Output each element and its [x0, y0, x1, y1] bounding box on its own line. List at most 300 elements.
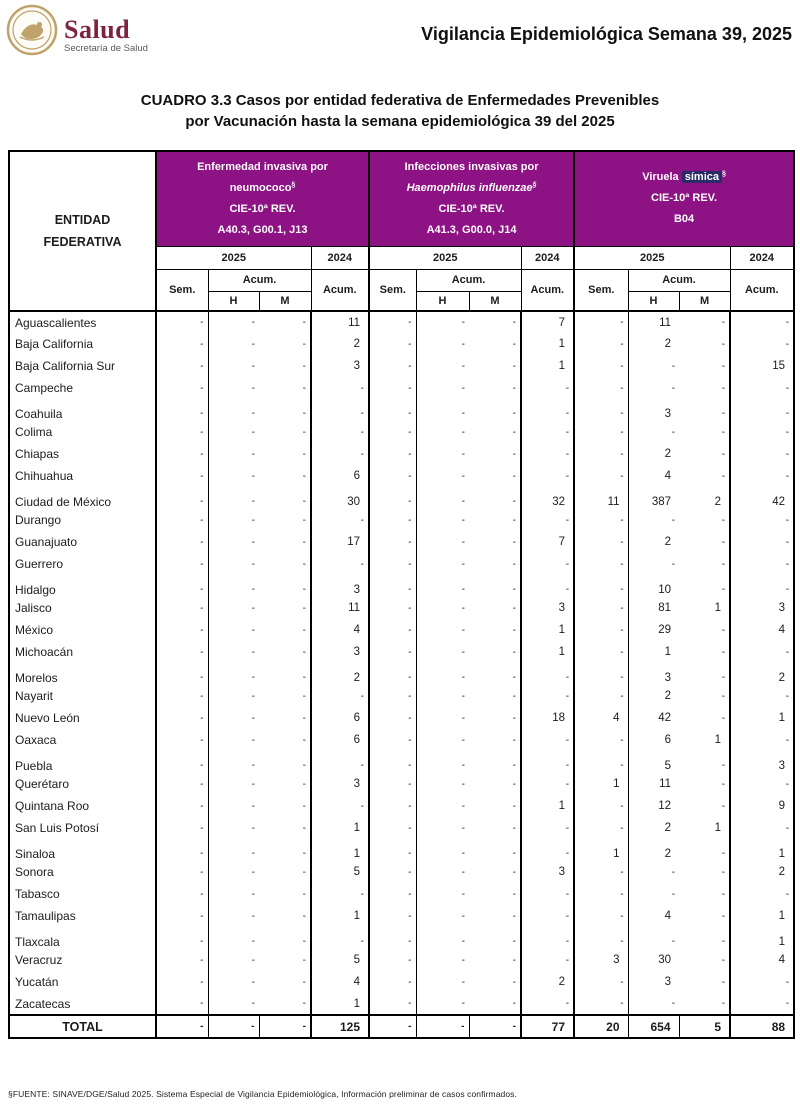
data-cell: - [461, 514, 466, 526]
data-cell: - [574, 553, 628, 575]
data-cell: - [671, 426, 676, 438]
data-cell: - [679, 993, 730, 1015]
data-cell: - [156, 509, 208, 531]
data-cell: - [156, 729, 208, 751]
data-cell: - [679, 509, 730, 531]
data-cell: - [259, 487, 311, 509]
data-cell: 81 [658, 602, 672, 614]
data-cell: - [251, 426, 255, 438]
data-cell: - [730, 971, 794, 993]
data-cell: - [469, 355, 521, 377]
entity-name: Yucatán [9, 971, 156, 993]
data-cell: - [461, 910, 466, 922]
data-cell: 2 [730, 861, 794, 883]
data-cell: - [574, 663, 628, 685]
data-cell: 2 [664, 847, 672, 860]
disease-header-line: CIE-10ª REV. [438, 202, 505, 215]
data-cell: - [521, 729, 574, 751]
table-row [9, 905, 794, 927]
table-row [9, 333, 794, 355]
data-cell: - [469, 619, 521, 641]
table-row [9, 993, 794, 1015]
data-cell: - [251, 954, 255, 966]
data-cell: - [730, 333, 794, 355]
data-cell: 3 [311, 773, 369, 795]
data-cell: - [730, 509, 794, 531]
data-cell: - [521, 377, 574, 399]
data-cell: 2 [730, 663, 794, 685]
data-cell: - [730, 883, 794, 905]
data-cell: - [251, 976, 255, 988]
year-2025-header: 2025 [574, 246, 730, 269]
data-cell: - [251, 778, 255, 790]
data-cell: - [208, 1015, 259, 1038]
sem-header: Sem. [369, 269, 416, 311]
data-cell: - [730, 817, 794, 839]
data-cell: - [469, 883, 521, 905]
data-cell: 1 [311, 993, 369, 1015]
data-cell: - [156, 971, 208, 993]
data-cell: - [259, 883, 311, 905]
data-cell: - [156, 377, 208, 399]
data-cell: - [259, 729, 311, 751]
data-cell: - [251, 584, 255, 595]
data-cell: - [469, 1015, 521, 1038]
data-cell: - [259, 355, 311, 377]
data-cell: 125 [311, 1015, 369, 1038]
data-cell: - [521, 773, 574, 795]
data-cell: - [574, 509, 628, 531]
data-cell: - [574, 399, 628, 421]
data-cell: - [671, 936, 676, 947]
data-cell: 4 [664, 910, 672, 922]
data-cell: - [679, 531, 730, 553]
data-cell: - [461, 954, 466, 966]
data-cell: - [259, 949, 311, 971]
data-cell: 1 [679, 729, 730, 751]
data-cell: - [574, 993, 628, 1015]
data-cell: - [369, 421, 416, 443]
data-cell: 20 [574, 1015, 628, 1038]
data-cell: 3 [574, 949, 628, 971]
data-cell: - [679, 927, 730, 949]
data-cell: - [521, 883, 574, 905]
h-header: H [208, 291, 259, 311]
data-cell: - [469, 817, 521, 839]
data-cell: - [369, 487, 416, 509]
data-cell: 1 [521, 355, 574, 377]
data-cell: - [574, 465, 628, 487]
data-cell: - [259, 1015, 311, 1038]
data-cell: - [461, 822, 466, 834]
table-row [9, 839, 794, 861]
data-cell: - [251, 558, 255, 570]
data-cell: - [469, 993, 521, 1015]
data-cell: - [574, 685, 628, 707]
data-cell: 42 [730, 487, 794, 509]
data-cell: 3 [664, 671, 672, 684]
entity-name: Tlaxcala [9, 927, 156, 949]
data-cell: - [679, 377, 730, 399]
data-cell: - [369, 443, 416, 465]
data-cell: - [369, 795, 416, 817]
table-row [9, 377, 794, 399]
data-cell: - [311, 509, 369, 531]
data-cell: - [156, 465, 208, 487]
data-cell: - [259, 531, 311, 553]
data-cell: - [156, 355, 208, 377]
data-cell: - [461, 584, 466, 595]
entity-name: Aguascalientes [9, 311, 156, 333]
data-cell: - [259, 685, 311, 707]
data-cell: - [574, 817, 628, 839]
data-cell: 32 [521, 487, 574, 509]
year-2024-header: 2024 [311, 246, 369, 269]
entity-name: Morelos [9, 663, 156, 685]
table-row [9, 619, 794, 641]
data-cell: - [251, 448, 255, 460]
data-cell: - [251, 470, 255, 482]
data-cell: 1 [730, 927, 794, 949]
table-row [9, 817, 794, 839]
data-cell: 1 [521, 641, 574, 663]
data-cell: - [469, 575, 521, 597]
data-cell: - [730, 685, 794, 707]
data-cell: 9 [730, 795, 794, 817]
data-cell: - [574, 355, 628, 377]
data-cell: - [679, 861, 730, 883]
data-cell: - [521, 751, 574, 773]
data-cell: - [730, 465, 794, 487]
data-cell: - [259, 707, 311, 729]
table-row [9, 883, 794, 905]
disease-header-line: Viruela símica § [642, 170, 726, 184]
data-cell: - [259, 663, 311, 685]
data-cell: - [574, 751, 628, 773]
data-cell: - [469, 421, 521, 443]
data-cell: - [369, 663, 416, 685]
data-cell: - [521, 817, 574, 839]
entity-header-line1: ENTIDAD [54, 213, 111, 227]
data-cell: - [730, 421, 794, 443]
data-cell: - [251, 734, 255, 746]
data-cell: - [251, 646, 255, 658]
table-row [9, 553, 794, 575]
table-row [9, 421, 794, 443]
data-cell: 29 [658, 624, 672, 636]
data-cell: 6 [311, 707, 369, 729]
data-cell: - [259, 421, 311, 443]
data-cell: - [679, 663, 730, 685]
data-cell: - [461, 558, 466, 570]
data-cell: - [521, 685, 574, 707]
data-cell: - [369, 509, 416, 531]
brand-subtitle: Secretaría de Salud [64, 43, 148, 54]
data-cell: - [469, 729, 521, 751]
table-row [9, 795, 794, 817]
data-cell: - [679, 685, 730, 707]
year-2025-header: 2025 [156, 246, 311, 269]
data-cell: 2 [311, 663, 369, 685]
data-cell: - [461, 866, 466, 878]
data-cell: - [679, 443, 730, 465]
data-cell: 3 [664, 976, 672, 988]
data-cell: - [259, 839, 311, 861]
data-cell: - [156, 399, 208, 421]
data-cell: - [311, 443, 369, 465]
year-2025-header: 2025 [369, 246, 521, 269]
m-header: M [259, 291, 311, 311]
data-cell: - [369, 993, 416, 1015]
data-cell: - [251, 760, 255, 771]
data-cell: - [574, 927, 628, 949]
data-cell: 15 [730, 355, 794, 377]
table-row [9, 707, 794, 729]
entity-name: Chiapas [9, 443, 156, 465]
data-cell: - [369, 575, 416, 597]
data-cell: - [469, 531, 521, 553]
data-cell: - [251, 496, 255, 507]
data-cell: - [369, 597, 416, 619]
data-cell: - [521, 465, 574, 487]
data-cell: - [259, 861, 311, 883]
data-cell: 1 [311, 817, 369, 839]
table-row [9, 509, 794, 531]
data-cell: - [671, 382, 676, 394]
table-row [9, 927, 794, 949]
data-cell: - [574, 905, 628, 927]
data-cell: - [156, 641, 208, 663]
data-cell: 1 [311, 839, 369, 861]
data-cell: - [259, 927, 311, 949]
table-row [9, 399, 794, 421]
data-cell: - [311, 927, 369, 949]
table-row [9, 465, 794, 487]
data-cell: - [259, 751, 311, 773]
data-cell: - [369, 553, 416, 575]
entity-name: Querétaro [9, 773, 156, 795]
data-cell: 4 [664, 470, 672, 482]
brand-title: Salud [64, 15, 131, 44]
data-cell: - [156, 751, 208, 773]
data-cell: - [469, 377, 521, 399]
data-cell: - [671, 514, 676, 526]
data-cell: - [369, 355, 416, 377]
data-cell: - [369, 927, 416, 949]
data-cell: - [156, 817, 208, 839]
data-cell: 42 [658, 712, 672, 724]
data-cell: 30 [311, 487, 369, 509]
entity-name: Guanajuato [9, 531, 156, 553]
disease-header-line: Haemophilus influenzae§ [406, 181, 537, 194]
data-cell: 2 [664, 448, 672, 460]
data-cell: - [679, 949, 730, 971]
data-cell: - [461, 448, 466, 460]
data-cell: - [369, 817, 416, 839]
data-cell: 2 [679, 487, 730, 509]
data-cell: - [469, 861, 521, 883]
acum-header: Acum. [628, 269, 730, 291]
data-cell: - [574, 443, 628, 465]
data-cell: 5 [311, 861, 369, 883]
data-cell: - [461, 408, 466, 419]
data-cell: - [156, 1015, 208, 1038]
data-cell: 1 [311, 905, 369, 927]
entity-name: Tamaulipas [9, 905, 156, 927]
data-cell: - [156, 663, 208, 685]
data-cell: - [369, 839, 416, 861]
data-cell: - [259, 641, 311, 663]
data-cell: - [156, 927, 208, 949]
data-cell: 2 [664, 338, 672, 350]
data-cell: - [259, 443, 311, 465]
entity-name: Colima [9, 421, 156, 443]
table-row [9, 685, 794, 707]
data-cell: - [469, 311, 521, 333]
data-cell: - [311, 399, 369, 421]
data-cell: - [679, 795, 730, 817]
table-row [9, 751, 794, 773]
data-cell: 654 [628, 1015, 679, 1038]
data-cell: - [521, 509, 574, 531]
data-cell: - [156, 597, 208, 619]
data-cell: - [461, 760, 466, 771]
data-cell: 11 [659, 316, 672, 329]
data-cell: - [461, 848, 466, 859]
data-cell: - [461, 536, 466, 548]
data-cell: 30 [658, 954, 672, 966]
data-cell: - [251, 822, 255, 834]
data-cell: - [369, 465, 416, 487]
data-cell: - [469, 333, 521, 355]
data-cell: - [251, 848, 255, 859]
entity-name: San Luis Potosí [9, 817, 156, 839]
data-cell: - [469, 399, 521, 421]
entity-name: Puebla [9, 751, 156, 773]
data-cell: 88 [730, 1015, 794, 1038]
data-cell: 3 [730, 751, 794, 773]
data-cell: - [521, 443, 574, 465]
data-cell: 11 [574, 487, 628, 509]
data-cell: - [251, 382, 255, 394]
data-cell: - [156, 311, 208, 333]
acum-header: Acum. [208, 269, 311, 291]
data-cell: - [730, 443, 794, 465]
data-cell: - [156, 421, 208, 443]
data-cell: - [311, 883, 369, 905]
data-cell: - [469, 971, 521, 993]
data-cell: 1 [730, 839, 794, 861]
data-cell: 77 [521, 1015, 574, 1038]
disease-header-line: CIE-10ª REV. [651, 192, 718, 205]
data-cell: - [730, 575, 794, 597]
data-cell: - [679, 399, 730, 421]
data-cell: - [259, 905, 311, 927]
data-cell: - [369, 949, 416, 971]
entity-name: Tabasco [9, 883, 156, 905]
data-cell: - [369, 971, 416, 993]
data-cell: 11 [311, 311, 369, 333]
data-cell: 2 [664, 536, 672, 548]
data-cell: - [251, 800, 255, 812]
disease-header-line: neumococo§ [229, 181, 296, 194]
data-cell: - [416, 1015, 469, 1038]
data-cell: 4 [311, 971, 369, 993]
data-cell: - [461, 734, 466, 746]
data-cell: - [369, 861, 416, 883]
table-caption [0, 90, 800, 132]
data-cell: - [461, 382, 466, 394]
data-cell: - [574, 311, 628, 333]
data-cell: - [259, 465, 311, 487]
data-cell: - [369, 707, 416, 729]
table-body [9, 311, 794, 1038]
data-cell: - [679, 773, 730, 795]
data-cell: 6 [311, 465, 369, 487]
data-cell: - [369, 333, 416, 355]
data-cell: - [251, 624, 255, 636]
data-cell: 4 [730, 619, 794, 641]
data-cell: - [259, 971, 311, 993]
data-cell: - [574, 795, 628, 817]
data-cell: 1 [521, 619, 574, 641]
data-cell: - [461, 936, 466, 947]
data-cell: - [369, 905, 416, 927]
data-cell: - [574, 597, 628, 619]
data-cell: - [369, 641, 416, 663]
data-cell: - [730, 993, 794, 1015]
table-header [9, 151, 794, 311]
entity-name: México [9, 619, 156, 641]
data-cell: - [259, 333, 311, 355]
data-cell: 5 [311, 949, 369, 971]
data-cell: - [311, 421, 369, 443]
disease-header-line: CIE-10ª REV. [229, 202, 296, 215]
data-cell: 3 [521, 597, 574, 619]
data-cell: 17 [311, 531, 369, 553]
table-row [9, 355, 794, 377]
disease-header-line: Infecciones invasivas por [404, 160, 539, 173]
data-cell: - [469, 839, 521, 861]
acum-2024-header: Acum. [311, 269, 369, 311]
data-cell: 3 [311, 641, 369, 663]
data-cell: - [369, 399, 416, 421]
data-cell: - [671, 360, 676, 372]
data-cell: - [251, 712, 255, 724]
acum-2024-header: Acum. [521, 269, 574, 311]
data-cell: - [574, 377, 628, 399]
data-cell: - [469, 949, 521, 971]
data-cell: - [679, 333, 730, 355]
entity-name: Michoacán [9, 641, 156, 663]
sem-header: Sem. [156, 269, 208, 311]
data-cell: - [574, 641, 628, 663]
data-cell: - [679, 839, 730, 861]
data-cell: - [156, 685, 208, 707]
mexico-emblem-icon [6, 4, 58, 56]
data-cell: - [259, 399, 311, 421]
data-cell: - [156, 619, 208, 641]
data-cell: - [574, 531, 628, 553]
acum-header: Acum. [416, 269, 521, 291]
data-cell: - [156, 949, 208, 971]
entity-name: Guerrero [9, 553, 156, 575]
data-cell: - [251, 910, 255, 922]
data-cell: - [574, 883, 628, 905]
data-cell: - [679, 575, 730, 597]
table-caption-line2: por Vacunación hasta la semana epidemiológica 39 del 2025 [185, 113, 615, 130]
data-cell: - [311, 751, 369, 773]
